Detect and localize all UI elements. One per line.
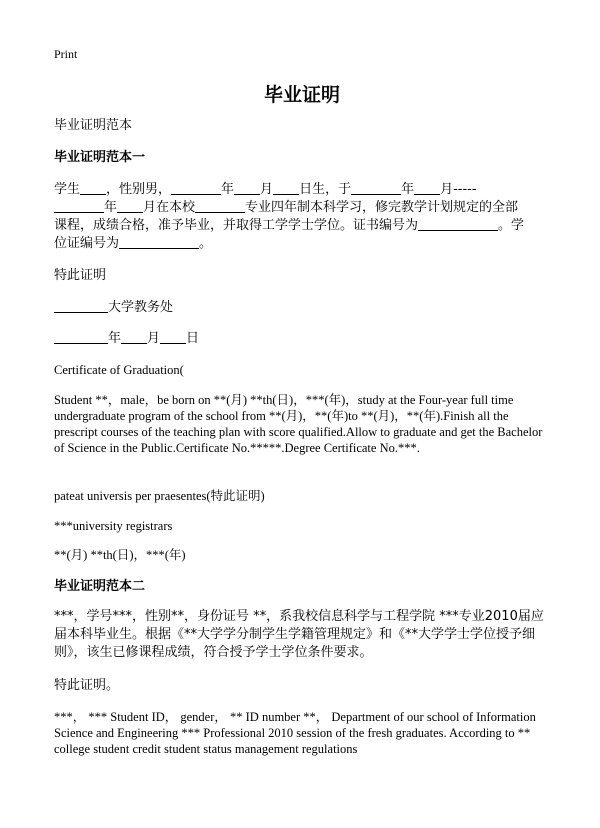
- sample1-registrars: ***university registrars: [54, 519, 173, 533]
- blank-date-day: [160, 330, 186, 344]
- sample1-heading: 毕业证明范本一: [54, 150, 146, 165]
- page-title: 毕业证明: [263, 84, 340, 106]
- blank-end-month: [117, 199, 143, 213]
- subtitle: 毕业证明范本: [54, 118, 133, 133]
- sample1-body-line4: 位证编号为 。: [54, 236, 213, 251]
- sample1-en-date: **(月) **th(日)，***(年): [54, 548, 186, 562]
- sample1-body-line2: 年 月在本校 专业四年制本科学习，修完教学计划规定的全部: [54, 199, 550, 217]
- blank-degree-number: [119, 235, 199, 249]
- blank-birth-year: [171, 181, 221, 195]
- blank-start-month: [414, 181, 440, 195]
- blank-birth-month: [234, 181, 260, 195]
- blank-date-month: [121, 330, 147, 344]
- blank-major: [195, 199, 245, 213]
- sample1-office-line: 大学教务处: [54, 299, 550, 317]
- blank-end-year: [54, 199, 104, 213]
- sample1-en-body: Student **，male，be born on **(月) **th(日)，***(年)，study at the Four-year full time undergraduate program of the school from **(月)，**(年)to **(月)，**(年).Finish all the prescript courses of the teaching plan with score qualified.Allow to graduate and get the Bachelor of Science in the Public.Certificate No.*****.Degree Certificate No.***.: [54, 393, 543, 455]
- sample1-date-line: 年 月 日: [54, 330, 550, 348]
- sample2-body: ***，学号***，性别**，身份证号 **，系我校信息科学与工程学院 ***专业2010届应届本科毕业生。根据《**大学学分制学生学籍管理规定》和《**大学学士学位授予细则》，该生已修课程成绩，符合授予学士学位条件要求。: [54, 609, 544, 660]
- blank-birth-day: [273, 181, 299, 195]
- blank-start-year: [351, 181, 401, 195]
- sample2-special-cert: 特此证明。: [54, 678, 120, 693]
- sample1-body-line3: 课程，成绩合格，准予毕业，并取得工学学士学位。证书编号为 。学: [54, 218, 525, 233]
- blank-date-year: [54, 330, 108, 344]
- sample1-special-cert: 特此证明: [54, 268, 107, 283]
- sample2-heading: 毕业证明范本二: [54, 579, 146, 594]
- sample1-latin: pateat universis per praesentes(特此证明): [54, 489, 265, 503]
- blank-student-name: [80, 181, 106, 195]
- blank-certificate-number: [418, 217, 498, 231]
- blank-university: [54, 299, 108, 313]
- print-link[interactable]: Print: [54, 47, 78, 61]
- sample1-body-line1: 学生 ，性别男， 年 月 日生，于 年 月-----: [54, 182, 477, 197]
- sample1-en-title: Certificate of Graduation(: [54, 363, 184, 377]
- sample2-en-body: ***， *** Student ID， gender， ** ID number **， Department of our school of Information Science and Engineering *** Professional 2010 session of the fresh graduates. According to ** college student credit student status management regulations: [54, 710, 536, 756]
